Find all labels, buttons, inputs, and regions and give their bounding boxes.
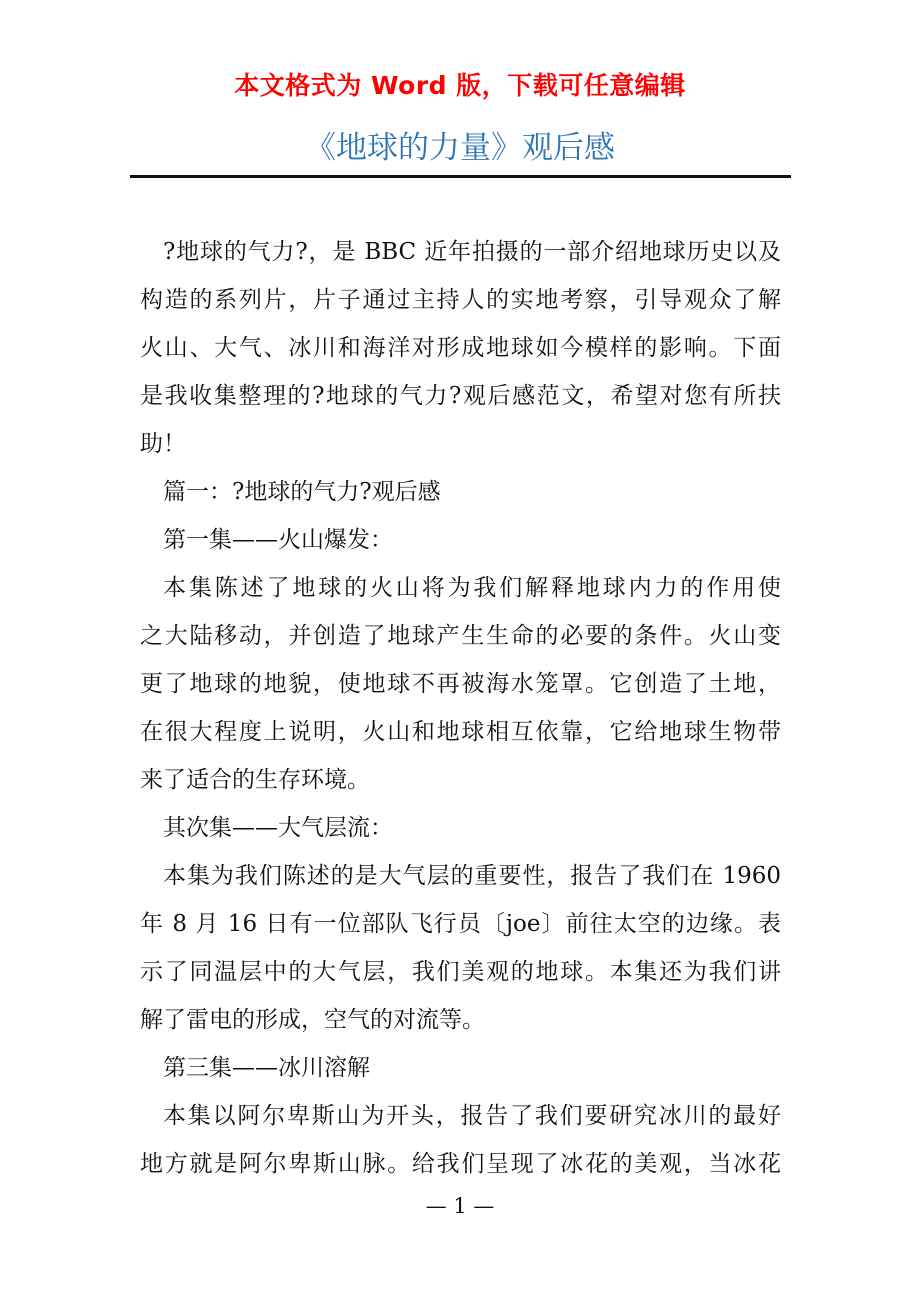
paragraph-line: 在很大程度上说明，火山和地球相互依靠，它给地球生物带 [140, 719, 781, 745]
paragraph-line: 是我收集整理的?地球的气力?观后感范文，希望对您有所扶 [140, 383, 781, 409]
paragraph-line: 年 8 月 16 日有一位部队飞行员〔joe〕前往太空的边缘。表 [140, 911, 781, 937]
paragraph-line: 本集以阿尔卑斯山为开头，报告了我们要研究冰川的最好 [163, 1103, 781, 1129]
paragraph-line: 其次集——大气层流： [163, 815, 393, 841]
paragraph-line: ?地球的气力?，是 BBC 近年拍摄的一部介绍地球历史以及 [163, 239, 781, 265]
paragraph-line: 之大陆移动，并创造了地球产生生命的必要的条件。火山变 [140, 623, 781, 649]
paragraph [140, 1044, 781, 1092]
document-title: 《地球的力量》观后感 [305, 130, 615, 166]
paragraph-line: 篇一：?地球的气力?观后感 [163, 479, 441, 505]
paragraph [140, 852, 781, 1044]
paragraph-line: 本集为我们陈述的是大气层的重要性，报告了我们在 1960 [163, 863, 781, 889]
paragraph-line: 解了雷电的形成，空气的对流等。 [140, 1007, 485, 1033]
paragraph-line: 本集陈述了地球的火山将为我们解释地球内力的作用使 [163, 575, 781, 601]
paragraph [140, 804, 781, 852]
title-divider [130, 175, 791, 178]
paragraph [140, 564, 781, 804]
paragraph [140, 468, 781, 516]
paragraph-line: 构造的系列片，片子通过主持人的实地考察，引导观众了解 [140, 287, 781, 313]
paragraph-line: 更了地球的地貌，使地球不再被海水笼罩。它创造了土地， [140, 671, 781, 697]
paragraph-line: 助！ [140, 431, 186, 457]
paragraph [140, 228, 781, 468]
paragraph-line: 地方就是阿尔卑斯山脉。给我们呈现了冰花的美观，当冰花 [140, 1151, 781, 1177]
paragraph-line: 来了适合的生存环境。 [140, 767, 370, 793]
document-body [140, 228, 781, 1188]
download-notice: 本文格式为 Word 版，下载可任意编辑 [234, 71, 686, 100]
page-number: — 1 — [425, 1194, 495, 1218]
paragraph [140, 516, 781, 564]
paragraph-line: 示了同温层中的大气层，我们美观的地球。本集还为我们讲 [140, 959, 781, 985]
paragraph-line: 第三集——冰川溶解 [163, 1055, 370, 1081]
paragraph-line: 第一集——火山爆发： [163, 527, 393, 553]
paragraph [140, 1092, 781, 1188]
paragraph-line: 火山、大气、冰川和海洋对形成地球如今模样的影响。下面 [140, 335, 781, 361]
